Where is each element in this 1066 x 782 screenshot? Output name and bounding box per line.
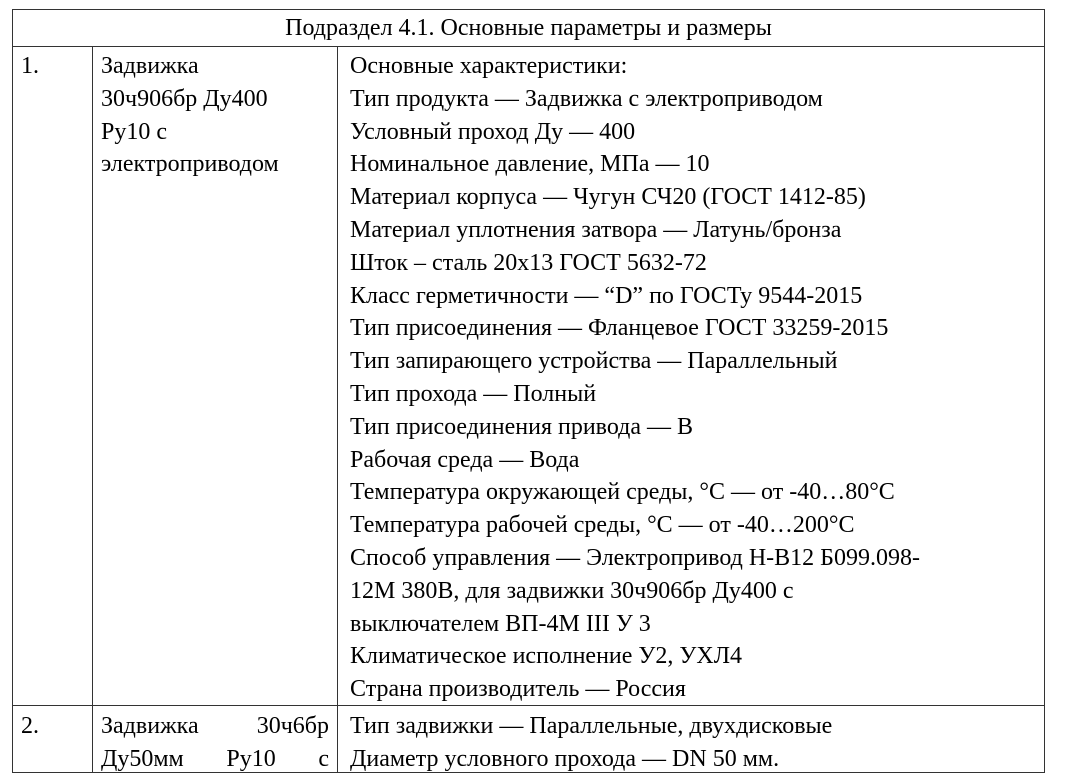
row-number-cell [13,706,93,773]
spec-line: Материал уплотнения затвора — Латунь/бронза [350,216,842,243]
spec-cell [338,46,1044,705]
spec-line: Материал корпуса — Чугун СЧ20 (ГОСТ 1412-85) [350,184,866,211]
spec-line: Класс герметичности — “D” по ГОСТу 9544-2015 [350,282,863,309]
spec-line: Температура окружающей среды, °С — от -40…80°С [350,479,895,506]
product-name-cell [93,706,338,773]
product-name-line: Ру10 с [101,118,167,145]
table-header: Подраздел 4.1. Основные параметры и размеры [13,10,1044,47]
table-row [13,706,1044,773]
spec-line: Страна производитель — Россия [350,676,686,703]
spec-line: Тип присоединения привода — В [350,413,694,440]
spec-line: Шток – сталь 20х13 ГОСТ 5632-72 [350,249,707,276]
product-name-line: электроприводом [101,151,279,178]
spec-line: Тип продукта — Задвижка с электроприводом [350,85,823,112]
product-name-line: Задвижка [101,53,199,79]
row-number-cell [13,46,93,705]
spec-line: Тип задвижки — Параллельные, двухдисковые [350,713,833,739]
spec-line: Условный проход Ду — 400 [350,118,636,145]
table-row [13,46,1044,706]
product-name-line: Ду50мм Ру10 с [101,745,329,772]
spec-line: выключателем ВП-4М III У 3 [350,610,651,637]
spec-line: 12М 380В, для задвижки 30ч906бр Ду400 с [350,577,794,604]
spec-cell [338,706,1044,773]
spec-line: Тип присоединения — Фланцевое ГОСТ 33259-2015 [350,315,889,342]
spec-line: Способ управления — Электропривод Н-В12 Б099.098- [350,544,920,571]
spec-line: Климатическое исполнение У2, УХЛ4 [350,643,743,670]
spec-line: Тип прохода — Полный [350,380,597,407]
spec-line: Номинальное давление, МПа — 10 [350,151,710,178]
product-name-line: Задвижка 30ч6бр [101,713,329,739]
spec-line: Рабочая среда — Вода [350,446,580,473]
spec-line: Тип запирающего устройства — Параллельный [350,348,838,375]
spec-line: Температура рабочей среды, °С — от -40…200°С [350,512,855,539]
spec-line: Диаметр условного прохода — DN 50 мм. [350,745,780,772]
row-number: 1. [21,53,39,79]
product-name-cell [93,46,338,705]
spec-table [12,9,1045,773]
spec-line: Основные характеристики: [350,53,628,79]
product-name-line: 30ч906бр Ду400 [101,85,268,112]
row-number: 2. [21,713,39,739]
